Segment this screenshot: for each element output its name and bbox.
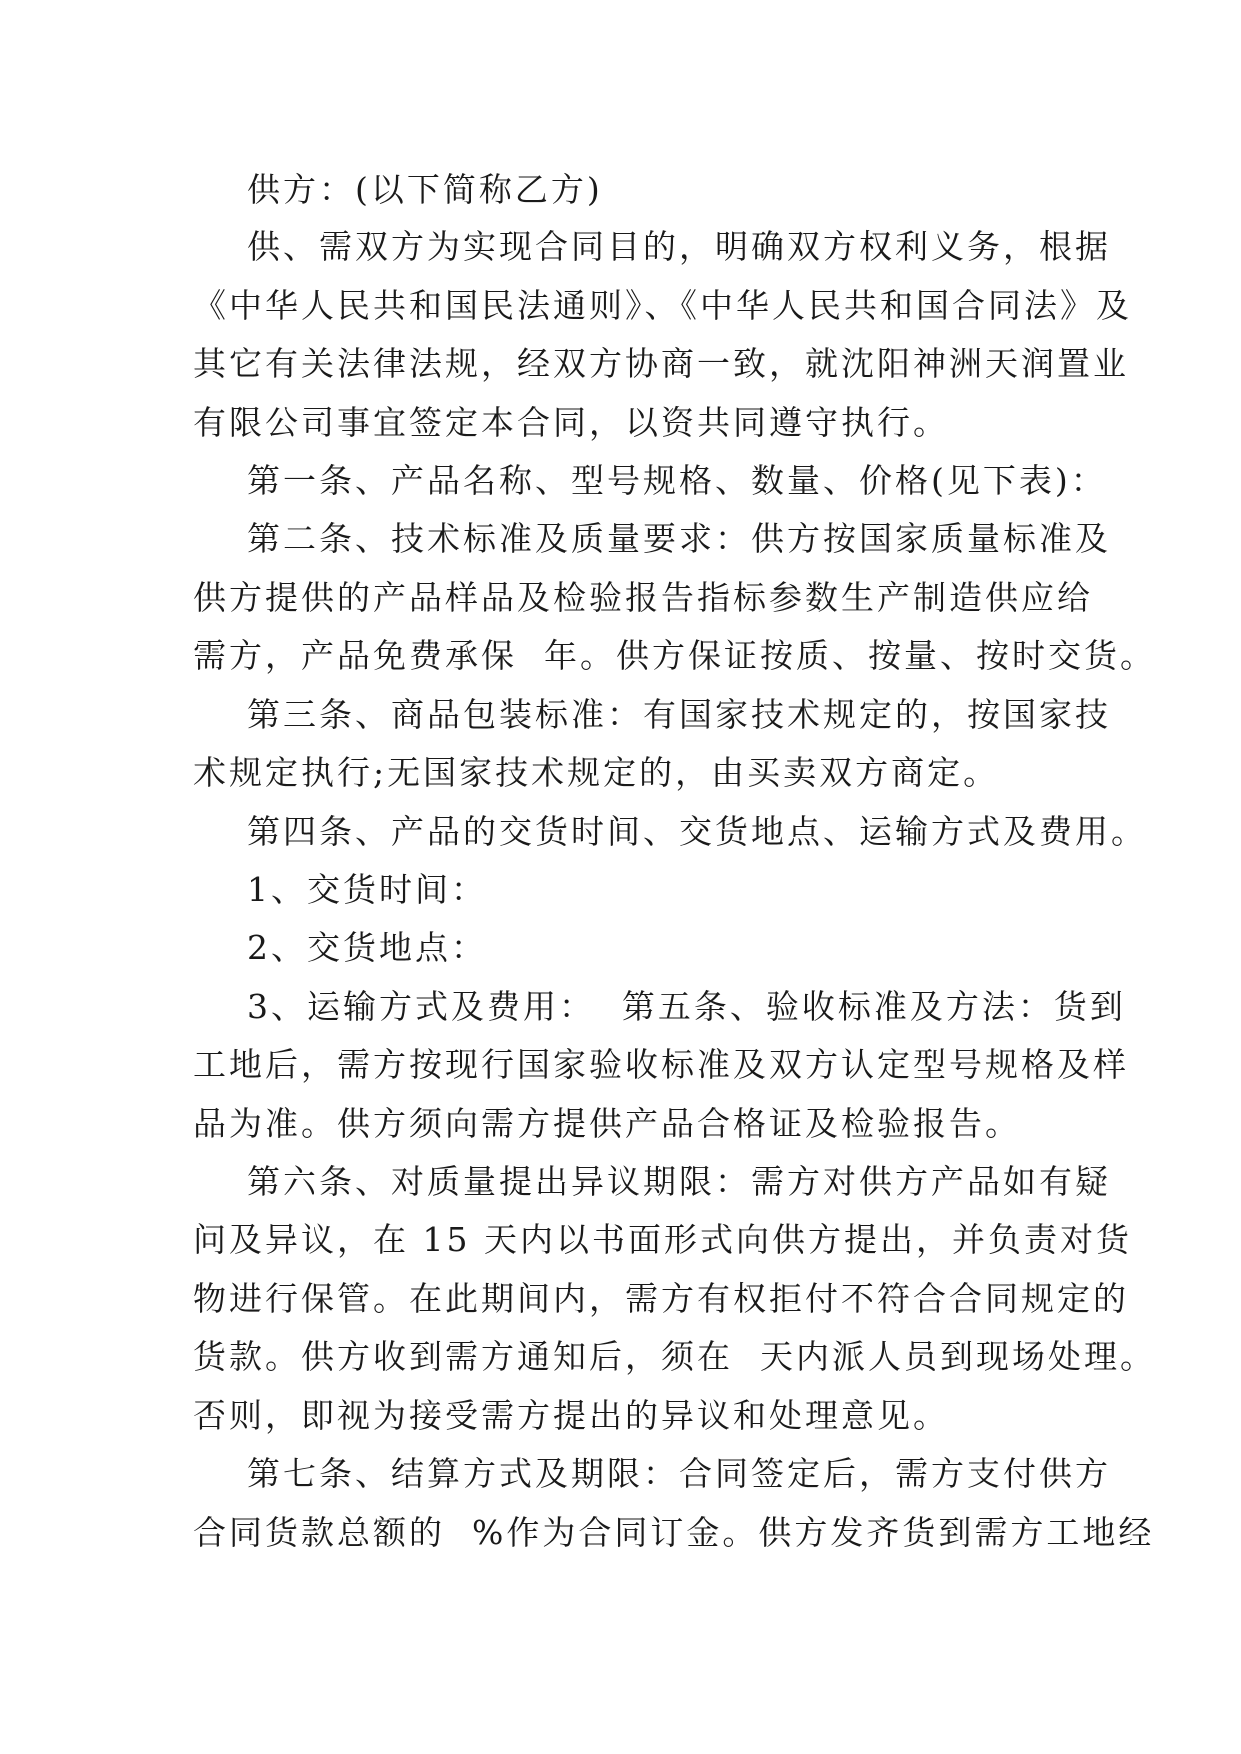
text-line: 第一条、产品名称、型号规格、数量、价格(见下表)：: [193, 461, 1107, 500]
text-line: 供方：(以下简称乙方): [193, 170, 603, 209]
text-line: 工地后，需方按现行国家验收标准及双方认定型号规格及样: [193, 1045, 1129, 1084]
text-line: 第四条、产品的交货时间、交货地点、运输方式及费用。: [193, 812, 1147, 851]
text-line: 货款。供方收到需方通知后，须在 天内派人员到现场处理。: [193, 1337, 1156, 1376]
text-line: 第七条、结算方式及期限：合同签定后，需方支付供方: [193, 1454, 1111, 1493]
text-line: 物进行保管。在此期间内，需方有权拒付不符合合同规定的: [193, 1279, 1129, 1318]
text-line: 品为准。供方须向需方提供产品合格证及检验报告。: [193, 1104, 1021, 1143]
text-line: 其它有关法律法规，经双方协商一致，就沈阳神洲天润置业: [193, 344, 1129, 383]
text-line: 需方，产品免费承保 年。供方保证按质、按量、按时交货。: [193, 636, 1156, 675]
text-line: 第六条、对质量提出异议期限：需方对供方产品如有疑: [193, 1162, 1111, 1201]
text-line: 供方提供的产品样品及检验报告指标参数生产制造供应给: [193, 578, 1093, 617]
text-line: 供、需双方为实现合同目的，明确双方权利义务，根据: [193, 227, 1111, 266]
text-line: 第三条、商品包装标准：有国家技术规定的，按国家技: [193, 695, 1111, 734]
text-line: 合同货款总额的 %作为合同订金。供方发齐货到需方工地经: [193, 1513, 1155, 1552]
text-line: 术规定执行;无国家技术规定的，由买卖双方商定。: [193, 753, 1000, 792]
text-line: 《中华人民共和国民法通则》、《中华人民共和国合同法》及: [193, 286, 1132, 325]
text-line: 有限公司事宜签定本合同，以资共同遵守执行。: [193, 403, 949, 442]
text-line: 3、运输方式及费用： 第五条、验收标准及方法：货到: [193, 987, 1126, 1026]
text-line: 第二条、技术标准及质量要求：供方按国家质量标准及: [193, 519, 1111, 558]
text-line: 问及异议，在 15 天内以书面形式向供方提出，并负责对货: [193, 1220, 1132, 1259]
text-line: 1、交货时间：: [193, 870, 487, 909]
text-line: 否则，即视为接受需方提出的异议和处理意见。: [193, 1396, 949, 1435]
text-line: 2、交货地点：: [193, 928, 487, 967]
